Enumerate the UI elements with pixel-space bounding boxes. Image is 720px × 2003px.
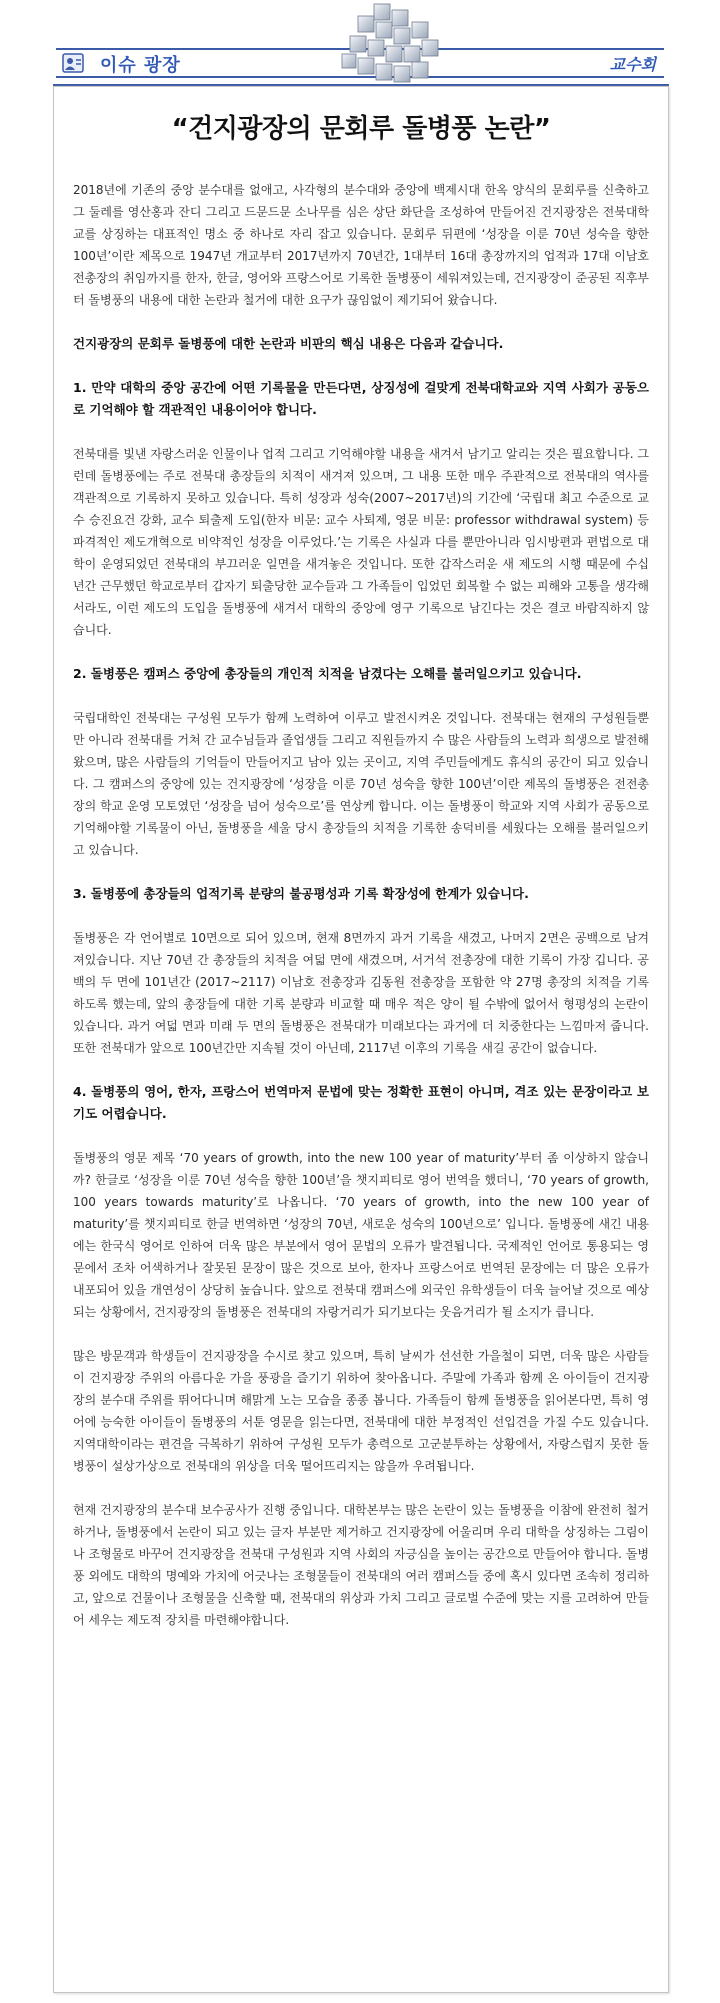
article-content <box>73 100 649 1653</box>
paragraph-conclusion: 현재 건지광장의 분수대 보수공사가 진행 중입니다. 대학본부는 많은 논란이 있는 돌병풍을 이참에 완전히 철거하거나, 돌병풍에서 논란이 되고 있는 글자 부분만 제거하고 건지광장에 어울리며 우리 대학을 상징하는 그림이나 조형물로 바꾸어 건지광장을 전북대 구성원과 지역 사회의 자긍심을 높이는 공간으로 만들어야 합니다. 돌병풍 외에도 대학의 명예와 가치에 어긋나는 조형물들이 전북대의 여러 캠퍼스들 중에 혹시 있다면 조속히 정리하고, 앞으로 건물이나 조형물을 신축할 때, 전북대의 위상과 가치 그리고 글로벌 수준에 맞는 지를 고려하여 만들어 세우는 제도적 장치를 마련해야합니다. <box>73 1503 649 1627</box>
paragraph-intro: 2018년에 기존의 중앙 분수대를 없애고, 사각형의 분수대와 중앙에 백제시대 한옥 양식의 문회루를 신축하고 그 둘레를 영산홍과 잔디 그리고 드문드문 소나무를 심은 상단 화단을 조성하여 만들어진 건지광장은 전북대학교를 상징하는 대표적인 명소 중 하나로 자리 잡고 있습니다. 문회루 뒤편에 ‘성장을 이룬 70년 성숙을 향한 100년’이란 제목으로 1947년 개교부터 2017년까지 70년간, 1대부터 16대 총장까지의 업적과 17대 이남호 전총장의 취임까지를 한자, 한글, 영어와 프랑스어로 기록한 돌병풍이 세워져있는데, 건지광장이 준공된 직후부터 돌병풍의 내용에 대한 논란과 철거에 대한 요구가 끊임없이 제기되어 왔습니다. <box>73 183 649 307</box>
point-heading-4: 4. 돌병풍의 영어, 한자, 프랑스어 번역마저 문법에 맞는 정확한 표현이 아니며, 격조 있는 문장이라고 보기도 어렵습니다. <box>73 1084 649 1121</box>
point-heading-1: 1. 만약 대학의 중앙 공간에 어떤 기록물을 만든다면, 상징성에 걸맞게 전북대학교와 지역 사회가 공동으로 기억해야 할 객관적인 내용이어야 합니다. <box>73 380 649 417</box>
page-header <box>56 40 664 78</box>
paragraph-visitors: 많은 방문객과 학생들이 건지광장을 수시로 찾고 있으며, 특히 날씨가 선선한 가을철이 되면, 더욱 많은 사람들이 건지광장 주위의 아름다운 가을 풍광을 즐기기 위하여 찾아옵니다. 주말에 가족과 함께 온 아이들이 건지광장의 분수대 주위를 뛰어다니며 해맑게 노는 모습을 종종 봅니다. 가족들이 함께 돌병풍을 읽어본다면, 특히 영어에 능숙한 아이들이 돌병풍의 서툰 영문을 읽는다면, 전북대에 대한 부정적인 선입견을 가질 수도 있습니다. 지역대학이라는 편견을 극복하기 위하여 구성원 모두가 총력으로 고군분투하는 상황에서, 자랑스럽지 못한 돌병풍이 설상가상으로 전북대의 위상을 더욱 떨어뜨리지는 않을까 우려됩니다. <box>73 1349 649 1473</box>
user-card-icon <box>62 52 84 74</box>
cube-stack-art <box>328 2 448 94</box>
paragraph-summary-heading: 건지광장의 문회루 돌병풍에 대한 논란과 비판의 핵심 내용은 다음과 같습니다. <box>73 336 504 351</box>
point-body-4: 돌병풍의 영문 제목 ‘70 years of growth, into the new 100 year of maturity’부터 좀 이상하지 않습니까? 한글로 ‘성장을 이룬 70년 성숙을 향한 100년’을 챗지피티로 영어 번역을 했더니, ‘70 years of growth, 100 years towards maturity’로 나옵니다. ‘70 years of growth, into the new 100 year of maturity’를 챗지피티로 한글 번역하면 ‘성장의 70년, 새로운 성숙의 100년으로’ 입니다. 돌병풍에 새긴 내용에는 한국식 영어로 인하여 더욱 많은 부분에서 영어 문법의 오류가 발견됩니다. 국제적인 언어로 통용되는 영문에서 조차 어색하거나 잘못된 문장이 많은 것으로 보아, 한자나 프랑스어로 번역된 문장에는 더 많은 오류가 내포되어 있을 개연성이 상당히 높습니다. 앞으로 전북대 캠퍼스에 외국인 유학생들이 더욱 늘어날 것으로 예상되는 상황에서, 건지광장의 돌병풍은 전북대의 자랑거리가 되기보다는 웃음거리가 될 소지가 큽니다. <box>73 1151 649 1319</box>
point-body-3: 돌병풍은 각 언어별로 10면으로 되어 있으며, 현재 8면까지 과거 기록을 새겼고, 나머지 2면은 공백으로 남겨져있습니다. 지난 70년 간 총장들의 치적을 여덟 면에 새겼으며, 서거석 전총장에 대한 기록이 가장 깁니다. 공백의 두 면에 101년간 (2017~2117) 이남호 전총장과 김동원 전총장을 포함한 약 27명 총장의 치적을 기록하도록 했는데, 앞의 총장들에 대한 기록 분량과 비교할 때 매우 적은 양이 될 수밖에 없어서 형평성의 논란이 있습니다. 과거 여덟 면과 미래 두 면의 돌병풍은 전북대가 미래보다는 과거에 더 치중한다는 느낌마저 줍니다. 또한 전북대가 앞으로 100년간만 지속될 것이 아닌데, 2117년 이후의 기록을 새길 공간이 없습니다. <box>73 931 649 1055</box>
org-name: 교수회 <box>609 55 656 74</box>
point-heading-2: 2. 돌병풍은 캠퍼스 중앙에 총장들의 개인적 치적을 남겼다는 오해를 불러일으키고 있습니다. <box>73 666 582 681</box>
point-body-2: 국립대학인 전북대는 구성원 모두가 함께 노력하여 이루고 발전시켜온 것입니다. 전북대는 현재의 구성원들뿐만 아니라 전북대를 거쳐 간 교수님들과 졸업생들 그리고 직원들까지 수 많은 사람들의 노력과 희생으로 발전해 왔으며, 많은 사람들의 기억들이 만들어지고 남아 있는 곳이고, 지역 주민들에게도 휴식의 공간이 되고 있습니다. 그 캠퍼스의 중앙에 있는 건지광장에 ‘성장을 이룬 70년 성숙을 향한 100년’이란 제목의 돌병풍은 전전총장의 학교 운영 모토였던 ‘성장을 넘어 성숙으로’를 연상케 합니다. 이는 돌병풍이 학교와 지역 사회가 공동으로 기억해야할 기록물이 아닌, 돌병풍을 세울 당시 총장들의 치적을 기록한 송덕비를 세웠다는 오해를 불러일으키고 있습니다. <box>73 711 649 857</box>
article-title: “건지광장의 문회루 돌병풍 논란” <box>171 114 551 144</box>
section-title: 이슈 광장 <box>100 55 181 76</box>
point-body-1: 전북대를 빛낸 자랑스러운 인물이나 업적 그리고 기억해야할 내용을 새겨서 남기고 알리는 것은 필요합니다. 그런데 돌병풍에는 주로 전북대 총장들의 치적이 새겨져 있으며, 그 내용 또한 매우 주관적으로 전북대의 역사를 객관적으로 기록하지 못하고 있습니다. 특히 성장과 성숙(2007~2017년)의 기간에 ‘국립대 최고 수준으로 교수 승진요건 강화, 교수 퇴출제 도입(한자 비문: 교수 사퇴제, 영문 비문: professor withdrawal system) 등 파격적인 제도개혁으로 비약적인 성장을 이루었다.’는 기록은 사실과 다를 뿐만아니라 임시방편과 편법으로 대학이 운영되었던 전북대의 부끄러운 일면을 새겨놓은 것입니다. 또한 갑작스러운 새 제도의 시행 때문에 수십 년간 근무했던 학교로부터 갑자기 퇴출당한 교수들과 그 가족들이 입었던 회복할 수 없는 피해와 고통을 생각해서라도, 이런 제도의 도입을 돌병풍에 새겨서 대학의 중앙에 영구 기록으로 남긴다는 것은 결코 바람직하지 않습니다. <box>73 447 649 637</box>
point-heading-3: 3. 돌병풍에 총장들의 업적기록 분량의 불공평성과 기록 확장성에 한계가 있습니다. <box>73 886 529 901</box>
